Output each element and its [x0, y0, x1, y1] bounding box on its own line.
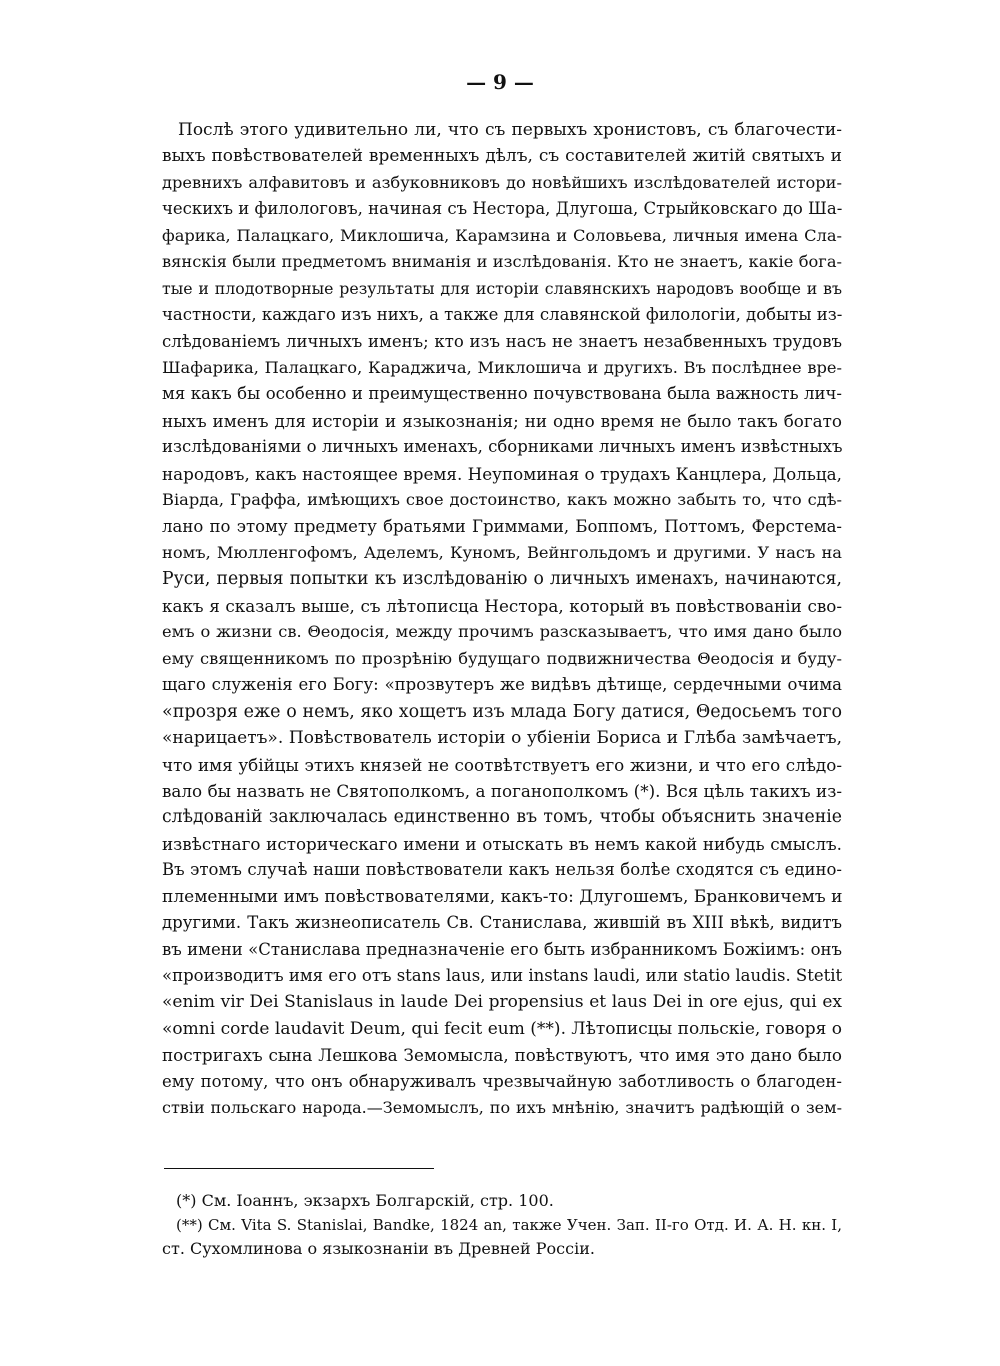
text-line: другими. Такъ жизнеописатель Св. Станислава, жившій въ XIII вѣкѣ, видитъ: [162, 913, 842, 933]
footnote-2: (**) См. Vita S. Stanislai, Bandke, 1824 an, также Учен. Зап. II-го Отд. И. А. Н. кн. I,: [176, 1216, 842, 1234]
footnote-2-continued: ст. Сухомлинова о языкознаніи въ Древней Россіи.: [162, 1239, 595, 1258]
text-line: ныхъ именъ для исторіи и языкознанія; ни одно время не было такъ богато: [162, 410, 842, 431]
text-line: Шафарика, Палацкаго, Караджича, Миклошича и другихъ. Въ послѣднее вре-: [162, 357, 842, 377]
text-line: ему священникомъ по прозрѣнію будущаго подвижничества Θеодосія и буду-: [162, 648, 842, 668]
text-line: племенными имъ повѣствователями, какъ-то: Длугошемъ, Бранковичемъ и: [162, 886, 842, 907]
text-line: частности, каждаго изъ нихъ, а также для славянской филологіи, добыты из-: [162, 305, 842, 325]
text-line: выхъ повѣствователей временныхъ дѣлъ, съ составителей житій святыхъ и: [162, 146, 842, 167]
text-line: Руси, первыя попытки къ изслѣдованію о личныхъ именахъ, начинаются,: [162, 569, 842, 590]
text-line: древнихъ алфавитовъ и азбуковниковъ до новѣйшихъ изслѣдователей истори-: [162, 172, 842, 192]
text-line: слѣдованій заключалась единственно въ томъ, чтобы объяснить значеніе: [162, 807, 842, 828]
text-line: какъ я сказалъ выше, съ лѣтописца Нестора, который въ повѣствованіи сво-: [162, 595, 842, 616]
text-line: Въ этомъ случаѣ наши повѣствователи какъ нельзя болѣе сходятся съ едино-: [162, 860, 842, 880]
text-line: ствіи польскаго народа.—Земомыслъ, по ихъ мнѣнію, значитъ радѣющій о зем-: [162, 1098, 842, 1118]
text-line: что имя убійцы этихъ князей не соотвѣтствуетъ его жизни, и что его слѣдо-: [162, 754, 842, 775]
text-line: фарика, Палацкаго, Миклошича, Карамзина и Соловьева, личныя имена Сла-: [162, 225, 842, 245]
text-line: «omni corde laudavit Deum, qui fecit eum (**). Лѣтописцы польскіе, говоря о: [162, 1018, 842, 1039]
text-line: емъ о жизни св. Θеодосія, между прочимъ разсказываетъ, что имя дано было: [162, 622, 842, 642]
text-line: лано по этому предмету братьями Гриммами, Боппомъ, Поттомъ, Ферстема-: [162, 516, 842, 536]
text-line: народовъ, какъ настоящее время. Неупоминая о трудахъ Канцлера, Дольца,: [162, 463, 842, 484]
text-line: мя какъ бы особенно и преимущественно почувствована была важность лич-: [162, 384, 842, 404]
footnote-divider: [164, 1168, 434, 1169]
text-line: Віарда, Граффа, имѣющихъ свое достоинство, какъ можно забыть то, что сдѣ-: [162, 490, 842, 510]
text-line: въ имени «Станислава предназначеніе его быть избранникомъ Божіимъ: онъ: [162, 939, 842, 959]
text-line: ему потому, что онъ обнаруживалъ чрезвычайную заботливость о благоден-: [162, 1071, 842, 1091]
text-line: вало бы назвать не Святополкомъ, а поганополкомъ (*). Вся цѣль такихъ из-: [162, 780, 842, 801]
text-line: постригахъ сына Лешкова Земомысла, повѣствуютъ, что имя это дано было: [162, 1045, 842, 1066]
text-line: «нарицаетъ». Повѣствователь исторіи о убіеніи Бориса и Глѣба замѣчаетъ,: [162, 728, 842, 749]
footnote-1: (*) См. Іоаннъ, экзархъ Болгарскій, стр. 100.: [176, 1191, 554, 1210]
text-line: слѣдованіемъ личныхъ именъ; кто изъ насъ не знаетъ незабвенныхъ трудовъ: [162, 331, 842, 351]
footnotes: [162, 1189, 842, 1261]
text-line: номъ, Мюлленгофомъ, Аделемъ, Куномъ, Вейнгольдомъ и другими. У насъ на: [162, 543, 842, 562]
text-line: извѣстнаго историческаго имени и отыскать въ немъ какой нибудь смыслъ.: [162, 833, 842, 854]
text-line: изслѣдованіями о личныхъ именахъ, сборниками личныхъ именъ извѣстныхъ: [162, 437, 842, 457]
text-line: «производитъ имя его отъ stans laus, или instans laudi, или statio laudis. Stetit: [162, 966, 842, 985]
text-line: тые и плодотворные результаты для исторіи славянскихъ народовъ вообще и въ: [162, 278, 842, 298]
page-number: — 9 —: [466, 70, 534, 94]
text-line: щаго служенія его Богу: «прозвутеръ же видѣвъ дѣтище, сердечными очима: [162, 675, 842, 695]
text-line: «enim vir Dei Stanislaus in laude Dei propensius et laus Dei in ore ejus, qui ex: [162, 992, 842, 1013]
text-line: вянскія были предметомъ вниманія и изслѣдованія. Кто не знаетъ, какіе богa-: [162, 252, 842, 272]
body-text: [162, 117, 842, 1122]
text-line: «прозря еже о немъ, яко хощетъ изъ млада Богу датися, Θедосьемъ того: [162, 701, 842, 722]
text-line: Послѣ этого удивительно ли, что съ первыхъ хронистовъ, съ благочести-: [178, 120, 842, 140]
text-line: ческихъ и филологовъ, начиная съ Нестора, Длугоша, Стрыйковскаго до Ша-: [162, 199, 842, 219]
